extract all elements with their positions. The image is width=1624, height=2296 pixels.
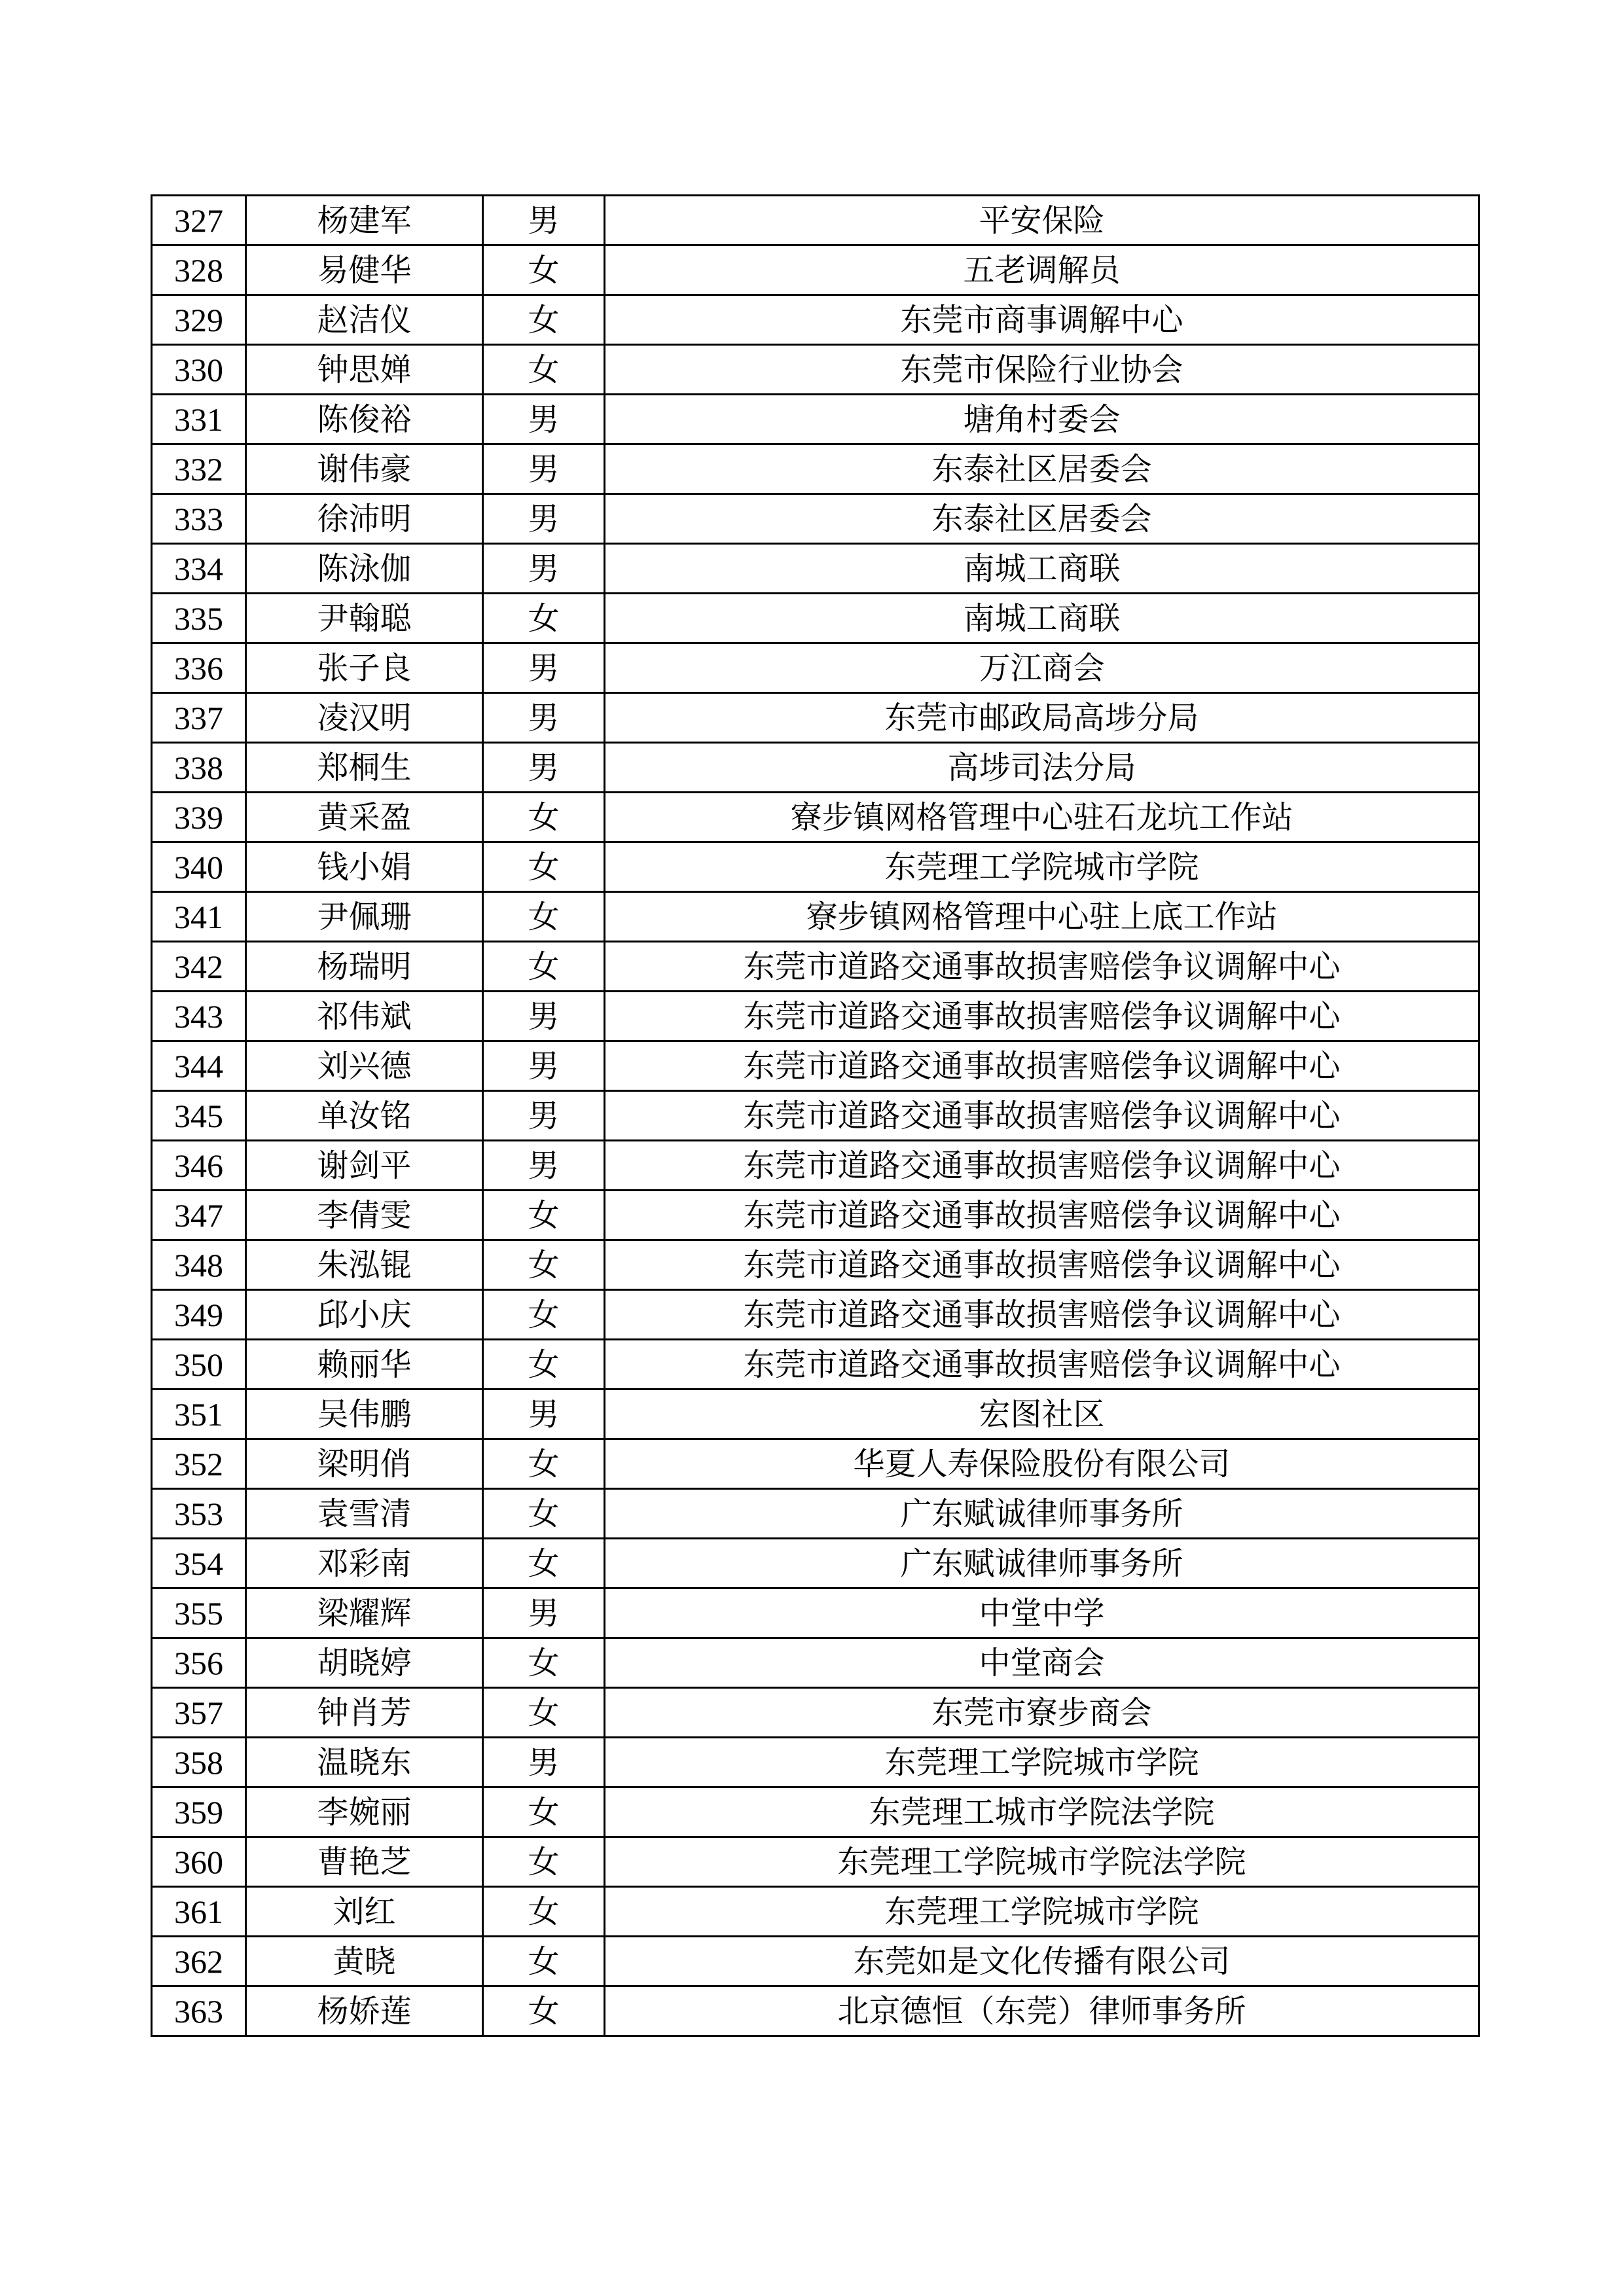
gender-cell: 女 <box>483 1787 605 1837</box>
unit-cell: 东泰社区居委会 <box>605 444 1479 494</box>
table-row <box>152 395 1479 444</box>
unit-cell: 中堂中学 <box>605 1588 1479 1638</box>
unit-cell: 东莞理工学院城市学院 <box>605 1738 1479 1787</box>
gender-cell: 男 <box>483 494 605 544</box>
unit-cell: 中堂商会 <box>605 1638 1479 1688</box>
name-cell: 温晓东 <box>246 1738 483 1787</box>
gender-cell: 男 <box>483 1141 605 1191</box>
row-number-cell: 336 <box>152 643 246 693</box>
gender-cell: 女 <box>483 892 605 942</box>
table-row <box>152 842 1479 892</box>
unit-cell: 东莞理工城市学院法学院 <box>605 1787 1479 1837</box>
table-row <box>152 1638 1479 1688</box>
row-number-cell: 335 <box>152 594 246 643</box>
unit-cell: 华夏人寿保险股份有限公司 <box>605 1439 1479 1489</box>
gender-cell: 男 <box>483 1041 605 1091</box>
name-cell: 胡晓婷 <box>246 1638 483 1688</box>
gender-cell: 男 <box>483 743 605 793</box>
name-cell: 赖丽华 <box>246 1340 483 1390</box>
name-cell: 杨瑞明 <box>246 942 483 992</box>
row-number-cell: 343 <box>152 992 246 1041</box>
name-cell: 杨建军 <box>246 196 483 245</box>
name-cell: 李婉丽 <box>246 1787 483 1837</box>
table-row <box>152 992 1479 1041</box>
name-cell: 杨娇莲 <box>246 1986 483 2036</box>
row-number-cell: 351 <box>152 1390 246 1439</box>
table-row <box>152 643 1479 693</box>
table-row <box>152 345 1479 395</box>
name-cell: 曹艳芝 <box>246 1837 483 1887</box>
unit-cell: 广东赋诚律师事务所 <box>605 1539 1479 1588</box>
table-row <box>152 1390 1479 1439</box>
gender-cell: 男 <box>483 544 605 594</box>
row-number-cell: 342 <box>152 942 246 992</box>
table-row <box>152 594 1479 643</box>
unit-cell: 东莞市道路交通事故损害赔偿争议调解中心 <box>605 1141 1479 1191</box>
table-row <box>152 1091 1479 1141</box>
row-number-cell: 333 <box>152 494 246 544</box>
unit-cell: 东莞理工学院城市学院法学院 <box>605 1837 1479 1887</box>
unit-cell: 塘角村委会 <box>605 395 1479 444</box>
name-cell: 陈泳伽 <box>246 544 483 594</box>
unit-cell: 东莞市道路交通事故损害赔偿争议调解中心 <box>605 1191 1479 1240</box>
row-number-cell: 341 <box>152 892 246 942</box>
gender-cell: 女 <box>483 1191 605 1240</box>
unit-cell: 南城工商联 <box>605 544 1479 594</box>
gender-cell: 女 <box>483 793 605 842</box>
row-number-cell: 353 <box>152 1489 246 1539</box>
name-cell: 黄采盈 <box>246 793 483 842</box>
row-number-cell: 347 <box>152 1191 246 1240</box>
table-row <box>152 295 1479 345</box>
table-row <box>152 1439 1479 1489</box>
row-number-cell: 328 <box>152 245 246 295</box>
name-cell: 邓彩南 <box>246 1539 483 1588</box>
gender-cell: 男 <box>483 992 605 1041</box>
name-cell: 陈俊裕 <box>246 395 483 444</box>
gender-cell: 男 <box>483 1390 605 1439</box>
unit-cell: 东莞市道路交通事故损害赔偿争议调解中心 <box>605 1091 1479 1141</box>
name-cell: 刘红 <box>246 1887 483 1937</box>
table-row <box>152 444 1479 494</box>
gender-cell: 女 <box>483 1688 605 1738</box>
table-row <box>152 743 1479 793</box>
unit-cell: 南城工商联 <box>605 594 1479 643</box>
unit-cell: 东莞理工学院城市学院 <box>605 842 1479 892</box>
name-cell: 谢剑平 <box>246 1141 483 1191</box>
unit-cell: 五老调解员 <box>605 245 1479 295</box>
row-number-cell: 337 <box>152 693 246 743</box>
gender-cell: 女 <box>483 345 605 395</box>
name-cell: 徐沛明 <box>246 494 483 544</box>
gender-cell: 男 <box>483 1091 605 1141</box>
table-row <box>152 544 1479 594</box>
unit-cell: 东莞市道路交通事故损害赔偿争议调解中心 <box>605 992 1479 1041</box>
gender-cell: 男 <box>483 444 605 494</box>
gender-cell: 男 <box>483 395 605 444</box>
table-row <box>152 1738 1479 1787</box>
row-number-cell: 361 <box>152 1887 246 1937</box>
row-number-cell: 352 <box>152 1439 246 1489</box>
unit-cell: 高埗司法分局 <box>605 743 1479 793</box>
unit-cell: 宏图社区 <box>605 1390 1479 1439</box>
unit-cell: 东莞市道路交通事故损害赔偿争议调解中心 <box>605 1290 1479 1340</box>
unit-cell: 东莞市保险行业协会 <box>605 345 1479 395</box>
name-cell: 梁耀辉 <box>246 1588 483 1638</box>
name-cell: 赵洁仪 <box>246 295 483 345</box>
table-row <box>152 942 1479 992</box>
table-row <box>152 1539 1479 1588</box>
name-cell: 李倩雯 <box>246 1191 483 1240</box>
unit-cell: 东莞市道路交通事故损害赔偿争议调解中心 <box>605 1041 1479 1091</box>
row-number-cell: 359 <box>152 1787 246 1837</box>
name-cell: 尹佩珊 <box>246 892 483 942</box>
row-number-cell: 334 <box>152 544 246 594</box>
name-cell: 凌汉明 <box>246 693 483 743</box>
unit-cell: 东莞市邮政局高埗分局 <box>605 693 1479 743</box>
row-number-cell: 356 <box>152 1638 246 1688</box>
gender-cell: 女 <box>483 942 605 992</box>
table-row <box>152 1787 1479 1837</box>
name-cell: 朱泓锟 <box>246 1240 483 1290</box>
unit-cell: 东泰社区居委会 <box>605 494 1479 544</box>
gender-cell: 女 <box>483 1986 605 2036</box>
gender-cell: 女 <box>483 245 605 295</box>
gender-cell: 女 <box>483 1290 605 1340</box>
gender-cell: 女 <box>483 1887 605 1937</box>
gender-cell: 女 <box>483 1439 605 1489</box>
unit-cell: 平安保险 <box>605 196 1479 245</box>
gender-cell: 男 <box>483 1588 605 1638</box>
row-number-cell: 355 <box>152 1588 246 1638</box>
row-number-cell: 354 <box>152 1539 246 1588</box>
table-row <box>152 1937 1479 1986</box>
gender-cell: 女 <box>483 594 605 643</box>
row-number-cell: 362 <box>152 1937 246 1986</box>
gender-cell: 女 <box>483 842 605 892</box>
gender-cell: 女 <box>483 295 605 345</box>
name-cell: 吴伟鹏 <box>246 1390 483 1439</box>
row-number-cell: 363 <box>152 1986 246 2036</box>
table-row <box>152 1688 1479 1738</box>
row-number-cell: 358 <box>152 1738 246 1787</box>
gender-cell: 女 <box>483 1837 605 1887</box>
unit-cell: 广东赋诚律师事务所 <box>605 1489 1479 1539</box>
gender-cell: 女 <box>483 1340 605 1390</box>
unit-cell: 寮步镇网格管理中心驻石龙坑工作站 <box>605 793 1479 842</box>
gender-cell: 男 <box>483 643 605 693</box>
gender-cell: 女 <box>483 1240 605 1290</box>
unit-cell: 东莞市道路交通事故损害赔偿争议调解中心 <box>605 942 1479 992</box>
roster-table <box>151 194 1480 2037</box>
name-cell: 祁伟斌 <box>246 992 483 1041</box>
table-row <box>152 1588 1479 1638</box>
gender-cell: 女 <box>483 1638 605 1688</box>
name-cell: 钱小娟 <box>246 842 483 892</box>
name-cell: 单汝铭 <box>246 1091 483 1141</box>
row-number-cell: 357 <box>152 1688 246 1738</box>
gender-cell: 女 <box>483 1539 605 1588</box>
unit-cell: 东莞市道路交通事故损害赔偿争议调解中心 <box>605 1240 1479 1290</box>
table-row <box>152 1887 1479 1937</box>
unit-cell: 万江商会 <box>605 643 1479 693</box>
name-cell: 黄晓 <box>246 1937 483 1986</box>
row-number-cell: 338 <box>152 743 246 793</box>
gender-cell: 女 <box>483 1937 605 1986</box>
name-cell: 尹翰聪 <box>246 594 483 643</box>
row-number-cell: 360 <box>152 1837 246 1887</box>
roster-body <box>152 196 1479 2036</box>
row-number-cell: 329 <box>152 295 246 345</box>
table-row <box>152 494 1479 544</box>
table-row <box>152 1290 1479 1340</box>
row-number-cell: 350 <box>152 1340 246 1390</box>
row-number-cell: 340 <box>152 842 246 892</box>
row-number-cell: 331 <box>152 395 246 444</box>
name-cell: 郑桐生 <box>246 743 483 793</box>
row-number-cell: 346 <box>152 1141 246 1191</box>
table-row <box>152 1141 1479 1191</box>
row-number-cell: 339 <box>152 793 246 842</box>
row-number-cell: 330 <box>152 345 246 395</box>
row-number-cell: 348 <box>152 1240 246 1290</box>
row-number-cell: 345 <box>152 1091 246 1141</box>
name-cell: 梁明俏 <box>246 1439 483 1489</box>
table-row <box>152 1986 1479 2036</box>
gender-cell: 男 <box>483 196 605 245</box>
unit-cell: 东莞理工学院城市学院 <box>605 1887 1479 1937</box>
name-cell: 谢伟豪 <box>246 444 483 494</box>
name-cell: 刘兴德 <box>246 1041 483 1091</box>
table-row <box>152 196 1479 245</box>
name-cell: 袁雪清 <box>246 1489 483 1539</box>
row-number-cell: 332 <box>152 444 246 494</box>
table-row <box>152 1340 1479 1390</box>
name-cell: 钟肖芳 <box>246 1688 483 1738</box>
table-row <box>152 693 1479 743</box>
row-number-cell: 349 <box>152 1290 246 1340</box>
table-row <box>152 1489 1479 1539</box>
gender-cell: 男 <box>483 693 605 743</box>
unit-cell: 北京德恒（东莞）律师事务所 <box>605 1986 1479 2036</box>
row-number-cell: 327 <box>152 196 246 245</box>
gender-cell: 男 <box>483 1738 605 1787</box>
unit-cell: 东莞市寮步商会 <box>605 1688 1479 1738</box>
table-row <box>152 793 1479 842</box>
table-row <box>152 1191 1479 1240</box>
name-cell: 张子良 <box>246 643 483 693</box>
name-cell: 邱小庆 <box>246 1290 483 1340</box>
table-row <box>152 245 1479 295</box>
table-row <box>152 1240 1479 1290</box>
table-row <box>152 1837 1479 1887</box>
table-row <box>152 892 1479 942</box>
unit-cell: 东莞市道路交通事故损害赔偿争议调解中心 <box>605 1340 1479 1390</box>
unit-cell: 东莞如是文化传播有限公司 <box>605 1937 1479 1986</box>
unit-cell: 寮步镇网格管理中心驻上底工作站 <box>605 892 1479 942</box>
row-number-cell: 344 <box>152 1041 246 1091</box>
gender-cell: 女 <box>483 1489 605 1539</box>
unit-cell: 东莞市商事调解中心 <box>605 295 1479 345</box>
name-cell: 钟思婵 <box>246 345 483 395</box>
name-cell: 易健华 <box>246 245 483 295</box>
table-row <box>152 1041 1479 1091</box>
